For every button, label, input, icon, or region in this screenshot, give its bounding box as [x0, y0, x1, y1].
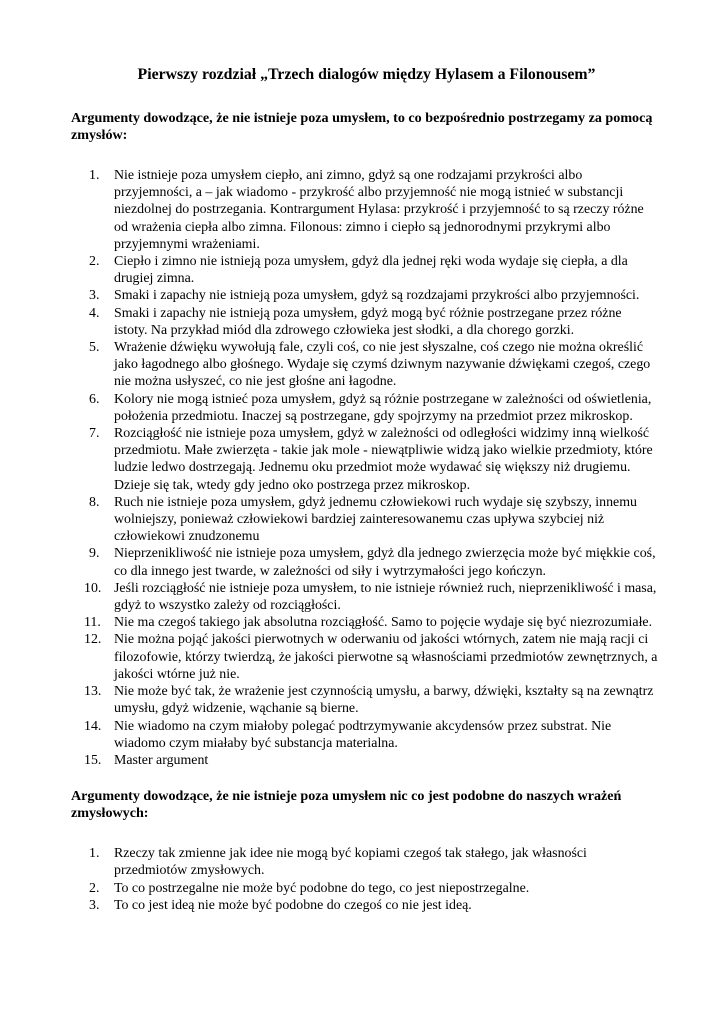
list-item-number: 1.	[89, 846, 100, 862]
list-item-number: 4.	[89, 305, 100, 321]
list-item-text: Master argument	[114, 752, 209, 768]
argument-list-direct-perception	[71, 167, 658, 769]
list-item-text: Smaki i zapachy nie istnieją poza umysłem, gdyż są rozdzajami przykrości albo przyjemności.	[114, 288, 640, 304]
section-heading-direct-perception: Argumenty dowodzące, że nie istnieje poza umysłem, to co bezpośrednio postrzegamy za pomocą zmysłów:	[71, 110, 653, 143]
list-item-number: 5.	[89, 340, 100, 356]
list-item-number: 2.	[89, 254, 100, 270]
list-item-number: 8.	[89, 494, 100, 510]
list-item-text: Ruch nie istnieje poza umysłem, gdyż jednemu człowiekowi ruch wydaje się szybszy, innemu wolniejszy, ponieważ człowiekowi bardziej zainteresowanemu czas upływa szybciej niż człowiekowi znudzonemu	[114, 494, 637, 545]
list-item	[71, 631, 658, 683]
list-item-text: Nie może być tak, że wrażenie jest czynnością umysłu, a barwy, dźwięki, kształty są na zewnątrz umysłu, gdyż widzenie, wąchanie są bierne.	[114, 684, 654, 717]
list-item-number: 3.	[89, 288, 100, 304]
list-item-number: 13.	[84, 684, 102, 700]
list-item-number: 9.	[89, 546, 100, 562]
list-item	[71, 425, 658, 494]
list-item	[71, 580, 658, 614]
section-heading-resemblance: Argumenty dowodzące, że nie istnieje poza umysłem nic co jest podobne do naszych wrażeń zmysłowych:	[71, 788, 622, 822]
list-item-text: Smaki i zapachy nie istnieją poza umysłem, gdyż mogą być różnie postrzegane przez różne istoty. Na przykład miód dla zdrowego człowieka jest słodki, a dla chorego gorzki.	[114, 305, 622, 338]
list-item-text: Rzeczy tak zmienne jak idee nie mogą być kopiami czegoś tak stałego, jak własności przedmiotów zmysłowych.	[114, 846, 587, 879]
list-item	[71, 167, 658, 253]
list-item-text: Wrażenie dźwięku wywołują fale, czyli coś, co nie jest słyszalne, coś czego nie można określić jako łagodnego albo głośnego. Wydaje się czymś dziwnym nazywanie dźwiękami czegoś, czego nie można usłyszeć, co nie jest głośne ani łagodne.	[114, 340, 651, 390]
list-item-text: Nie wiadomo na czym miałoby polegać podtrzymywanie akcydensów przez substrat. Nie wiadomo czym miałaby być substancja materialna.	[114, 718, 612, 751]
list-item-text: To co postrzegalne nie może być podobne do tego, co jest niepostrzegalne.	[114, 880, 530, 896]
list-item-text: Nie ma czegoś takiego jak absolutna rozciągłość. Samo to pojęcie wydaje się być niezrozumiałe.	[114, 615, 653, 631]
list-item-number: 11.	[84, 615, 101, 631]
list-item-text: Rozciągłość nie istnieje poza umysłem, gdyż w zależności od odległości widzimy inną wielkość przedmiotu. Małe zwierzęta - takie jak mole - niewątpliwie widzą jako wielkie przedmioty, które ludzie ledwo dostrzegają. Jednemu oku przedmiot może wydawać się większy niż drugiemu. Dzieje się tak, wtedy gdy jedno oko postrzega przez mikroskop.	[114, 426, 653, 493]
list-item	[71, 494, 658, 546]
argument-list-resemblance	[71, 845, 658, 914]
list-item	[71, 880, 658, 897]
list-item-number: 2.	[89, 880, 100, 896]
list-item-number: 12.	[84, 632, 102, 648]
list-item	[71, 287, 658, 304]
list-item-text: Jeśli rozciągłość nie istnieje poza umysłem, to nie istnieje również ruch, nieprzenikliwość i masa, gdyż to wszystko zależy od rozciągłości.	[114, 580, 657, 614]
list-item-text: Ciepło i zimno nie istnieją poza umysłem, gdyż dla jednej ręki woda wydaje się ciepła, a dla drugiej zimna.	[114, 254, 628, 287]
page-title: Pierwszy rozdział „Trzech dialogów między Hylasem a Filonousem”	[137, 66, 596, 83]
list-item-text: Kolory nie mogą istnieć poza umysłem, gdyż są różnie postrzegane w zależności od oświetlenia, położenia przedmiotu. Inaczej są postrzegane, gdy spojrzymy na przedmiot przez mikroskop.	[114, 391, 652, 424]
list-item-number: 3.	[89, 897, 100, 913]
list-item	[71, 683, 658, 717]
list-item-text: Nieprzenikliwość nie istnieje poza umysłem, gdyż dla jednego zwierzęcia może być miękkie coś, co dla innego jest twarde, w zależności od siły i wytrzymałości jego kończyn.	[114, 546, 656, 579]
list-item	[71, 614, 658, 631]
list-item	[71, 545, 658, 579]
list-item-number: 15.	[84, 752, 102, 768]
list-item	[71, 897, 658, 914]
list-item	[71, 718, 658, 752]
list-item-number: 1.	[89, 168, 100, 183]
list-item-text: Nie można pojąć jakości pierwotnych w oderwaniu od jakości wtórnych, zatem nie mają racji ci filozofowie, którzy twierdzą, że jakości pierwotne są własnościami przedmiotów zewnętrznych, a jakości wtórne już nie.	[114, 632, 658, 682]
list-item	[71, 752, 658, 769]
list-item-text: To co jest ideą nie może być podobne do czegoś co nie jest ideą.	[114, 897, 472, 913]
list-item-text: Nie istnieje poza umysłem ciepło, ani zimno, gdyż są one rodzajami przykrości albo przyjemności, a – jak wiadomo - przykrość albo przyjemność nie mogą istnieć w substancji niezdolnej do postrzegania. Kontrargument Hylasa: przykrość i przyjemność to są rzeczy różne od wrażenia ciepła albo zimna. Filonous: zimno i ciepło są jednorodnymi przykrymi albo przyjemnymi wrażeniami.	[114, 168, 644, 252]
list-item-number: 10.	[84, 580, 102, 596]
list-item	[71, 305, 658, 339]
list-item	[71, 391, 658, 425]
list-item-number: 14.	[84, 718, 102, 734]
list-item-number: 6.	[89, 391, 100, 407]
list-item	[71, 845, 658, 879]
list-item	[71, 339, 658, 391]
list-item	[71, 253, 658, 287]
list-item-number: 7.	[89, 426, 100, 442]
